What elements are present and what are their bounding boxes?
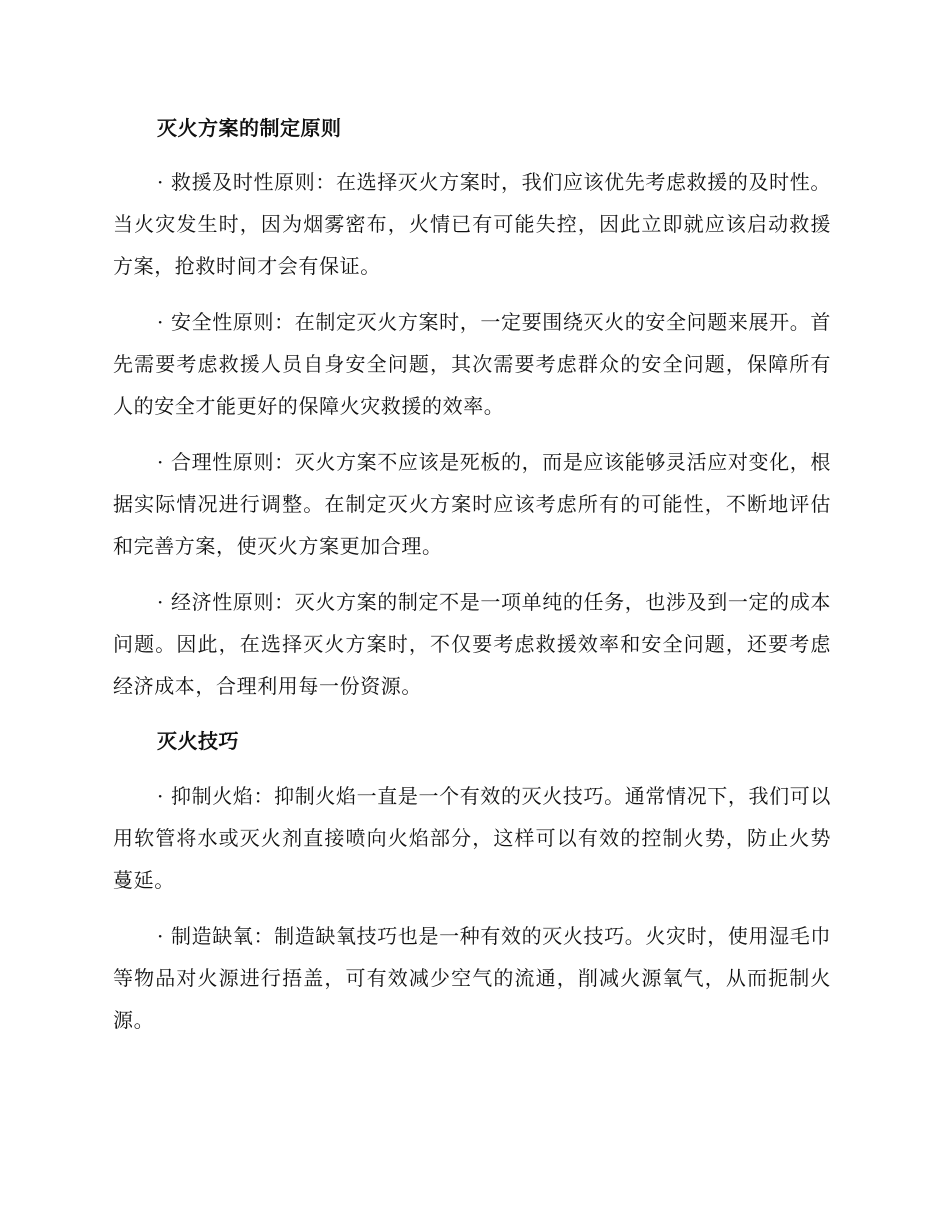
paragraph-rationality-principle: · 合理性原则：灭火方案不应该是死板的，而是应该能够灵活应对变化，根据实际情况进行调整。在制定灭火方案时应该考虑所有的可能性，不断地评估和完善方案，使灭火方案更加合理。 [113,450,831,558]
paragraph-economy-principle: · 经济性原则：灭火方案的制定不是一项单纯的任务，也涉及到一定的成本问题。因此，在选择灭火方案时，不仅要考虑救援效率和安全问题，还要考虑经济成本，合理利用每一份资源。 [113,590,831,698]
paragraph-suppress-flames: · 抑制火焰：抑制火焰一直是一个有效的灭火技巧。通常情况下，我们可以用软管将水或灭火剂直接喷向火焰部分，这样可以有效的控制火势，防止火势蔓延。 [113,784,831,892]
paragraph-create-oxygen-deficit: · 制造缺氧：制造缺氧技巧也是一种有效的灭火技巧。火灾时，使用湿毛巾等物品对火源进行捂盖，可有效减少空气的流通，削减火源氧气，从而扼制火源。 [113,924,831,1032]
section-heading-fire-techniques: 灭火技巧 [157,729,239,753]
paragraph-safety-principle: · 安全性原则：在制定灭火方案时，一定要围绕灭火的安全问题来展开。首先需要考虑救援人员自身安全问题，其次需要考虑群众的安全问题，保障所有人的安全才能更好的保障火灾救援的效率。 [113,310,831,418]
paragraph-rescue-timeliness: · 救援及时性原则：在选择灭火方案时，我们应该优先考虑救援的及时性。当火灾发生时，因为烟雾密布，火情已有可能失控，因此立即就应该启动救援方案，抢救时间才会有保证。 [113,170,831,278]
section-heading-fire-plan-principles: 灭火方案的制定原则 [157,116,342,140]
document-body [113,108,831,1055]
